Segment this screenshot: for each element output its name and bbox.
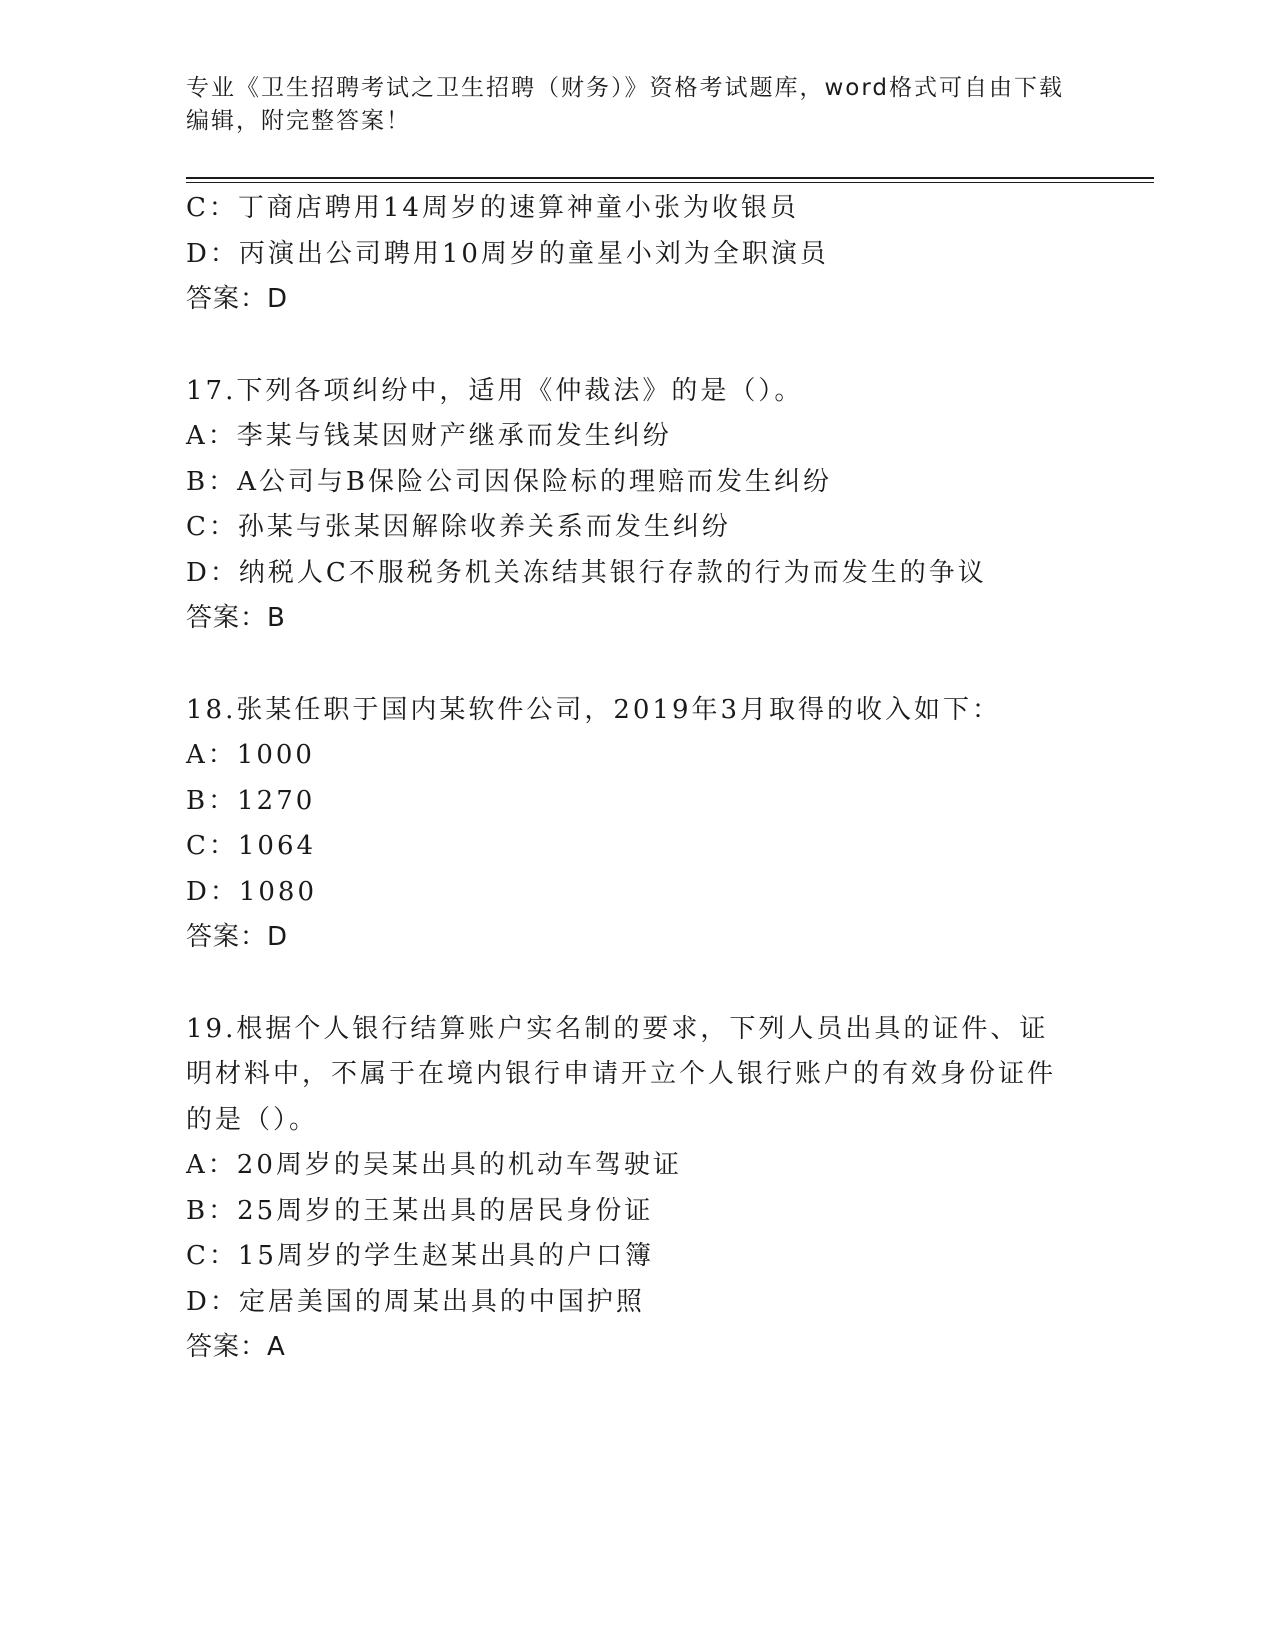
answer: 答案：D — [186, 922, 289, 952]
option-c: C：1064 — [186, 831, 317, 861]
option-d: D：纳税人C不服税务机关冻结其银行存款的行为而发生的争议 — [186, 557, 987, 588]
option-d: D：1080 — [186, 876, 318, 907]
option-c: C：孙某与张某因解除收养关系而发生纠纷 — [186, 512, 731, 542]
option-c: C：15周岁的学生赵某出具的户口簿 — [186, 1241, 654, 1271]
option-b: B：25周岁的王某出具的居民身份证 — [186, 1195, 654, 1226]
answer: 答案：A — [186, 1332, 286, 1362]
option-d: D：定居美国的周某出具的中国护照 — [186, 1286, 645, 1317]
answer: 答案：D — [186, 284, 289, 314]
question-block-19 — [186, 1007, 1076, 1371]
question-block-17 — [186, 369, 1076, 642]
answer: 答案：B — [186, 603, 286, 633]
option-d: D：丙演出公司聘用10周岁的童星小刘为全职演员 — [186, 238, 829, 269]
option-b: B：A公司与B保险公司因保险标的理赔而发生纠纷 — [186, 466, 832, 497]
option-c: C：丁商店聘用14周岁的速算神童小张为收银员 — [186, 193, 799, 223]
question-text: 17.下列各项纠纷中，适用《仲裁法》的是（）。 — [186, 375, 804, 406]
option-a: A：20周岁的吴某出具的机动车驾驶证 — [186, 1150, 682, 1180]
option-b: B：1270 — [186, 785, 316, 816]
option-a: A：李某与钱某因财产继承而发生纠纷 — [186, 421, 672, 451]
header-rule-thin — [186, 182, 1154, 183]
question-text: 19.根据个人银行结算账户实名制的要求，下列人员出具的证件、证明材料中，不属于在境内银行申请开立个人银行账户的有效身份证件的是（）。 — [186, 1013, 1057, 1135]
question-block-16 — [186, 186, 1076, 323]
option-a: A：1000 — [186, 740, 315, 770]
question-block-18 — [186, 688, 1076, 961]
header-rule-thick — [186, 177, 1154, 179]
document-header: 专业《卫生招聘考试之卫生招聘（财务）》资格考试题库，word格式可自由下载编辑，附完整答案！ — [186, 75, 1065, 134]
question-list — [186, 186, 1076, 1371]
question-text: 18.张某任职于国内某软件公司，2019年3月取得的收入如下： — [186, 694, 1002, 725]
